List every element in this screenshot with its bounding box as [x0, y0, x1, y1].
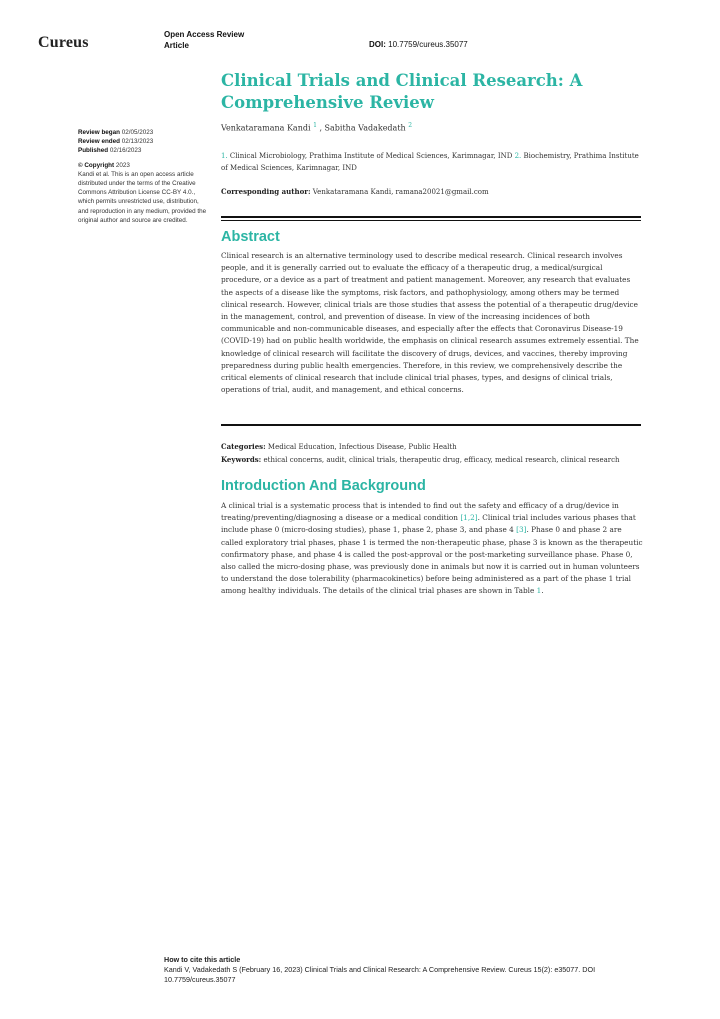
how-to-cite-text: Kandi V, Vadakedath S (February 16, 2023) Clinical Trials and Clinical Research: A Comprehensive Review. Cureus 15(2): e35077. DOI 10.7759/cureus.35077 [164, 965, 596, 985]
copyright-year: 2023 [115, 161, 130, 169]
citation-link-1-2[interactable]: [1,2] [460, 513, 478, 523]
published-label: Published [78, 147, 109, 155]
review-began [78, 128, 208, 137]
how-to-cite [164, 955, 654, 986]
intro-text-part-2: . Clinical trial includes various phases that include phase 0 (micro-dosing studies), phase 1, phase 2, phase 3, and phase 4 [221, 513, 636, 535]
review-ended-date: 02/13/2023 [121, 138, 154, 146]
review-ended [78, 137, 208, 146]
introduction-text [221, 500, 643, 598]
categories [221, 441, 641, 454]
affiliation-1-number: 1. [221, 152, 228, 160]
doi-label: DOI: [369, 40, 386, 49]
keywords-list: ethical concerns, audit, clinical trials, therapeutic drug, efficacy, medical research, clinical research [263, 455, 620, 464]
citation-link-3[interactable]: [3] [516, 525, 527, 535]
copyright-label: © Copyright [78, 161, 115, 169]
categories-label: Categories: [221, 442, 266, 451]
abstract-heading: Abstract [221, 229, 280, 245]
published-date: 02/16/2023 [109, 147, 142, 155]
cureus-logo[interactable]: Cureus [38, 34, 89, 51]
affiliation-2-number: 2. [514, 152, 522, 160]
affiliation-1: Clinical Microbiology, Prathima Institute of Medical Sciences, Karimnagar, IND [229, 152, 513, 160]
article-type-line2: Article [164, 40, 189, 50]
intro-text-part-3: . Phase 0 and phase 2 are called exploratory trial phases, phase 1 is termed the non-therapeutic phase, phase 3 is known as the therapeutic confirmatory phase, and phase 4 is called the post-approval or the post-marketing surveillance phase. Phase 0, also called the micro-dosing phase, was previously done in animals but now it is carried out in human volunteers to understand the dose tolerability (pharmacokinetics) before being administered as a part of the phase 1 trial among healthy individuals. The details of the clinical trial phases are shown in Table [221, 525, 643, 596]
abstract-text: Clinical research is an alternative terminology used to describe medical research. Clinical research involves people, and it is generally carried out to evaluate the efficacy of a therapeutic drug, a medical/surgical procedure, or a device as a part of treatment and patient management. Moreover, any research that evaluates the aspects of a disease like the symptoms, risk factors, and pathophysiology, among others may be termed clinical research. However, clinical trials are those studies that assess the potential of a therapeutic drug/device in the management, control, and prevention of disease. In view of the increasing incidences of both communicable and non-communicable diseases, and especially after the effects that Coronavirus Disease-19 (COVID-19) had on public health worldwide, the emphasis on clinical research assumes extremely essential. The knowledge of clinical research will facilitate the discovery of drugs, devices, and vaccines, thereby improving preparedness during public health emergencies. Therefore, in this review, we comprehensively describe the critical elements of clinical research that include clinical trial phases, types, and designs of clinical trials, operations of trial, audit, and management, and ethical concerns. [221, 251, 639, 395]
article-meta [221, 441, 641, 466]
abstract-bottom-rule [221, 424, 641, 426]
publication-sidebar [78, 128, 208, 225]
abstract-top-rule [221, 216, 641, 221]
intro-text-part-4: . [541, 586, 544, 596]
author-2-affiliation[interactable]: 2 [408, 122, 413, 129]
published [78, 146, 208, 155]
intro-text-part-1: A clinical trial is a systematic process that is intended to find out the safety and efficacy of a drug/device in treating/preventing/diagnosing a disease or a medical condition [221, 501, 619, 523]
article-type-line1: Open Access Review [164, 30, 245, 39]
article-title: Clinical Trials and Clinical Research: A Comprehensive Review [221, 71, 583, 112]
article-type [164, 30, 244, 51]
author-1[interactable]: Venkataramana Kandi [221, 123, 311, 133]
doi [369, 40, 468, 49]
corresponding-author [221, 187, 489, 196]
affiliation-2: Biochemistry, Prathima Institute of Medical Sciences, Karimnagar, IND [221, 152, 639, 172]
doi-link[interactable]: 10.7759/cureus.35077 [388, 40, 468, 49]
review-began-date: 02/05/2023 [121, 129, 154, 136]
author-1-affiliation[interactable]: 1 [313, 122, 317, 129]
keywords [221, 454, 641, 467]
table-1-link[interactable]: 1 [536, 586, 542, 596]
copyright [78, 161, 208, 170]
license-text: Kandi et al. This is an open access article distributed under the terms of the Creative Commons Attribution License CC-BY 4.0., which permits unrestricted use, distribution, and reproduction in any medium, provided the original author and source are credited. [78, 170, 207, 224]
categories-list: Medical Education, Infectious Disease, Public Health [267, 443, 457, 451]
corresponding-author-details[interactable]: Venkataramana Kandi, ramana20021@gmail.com [312, 188, 489, 196]
corresponding-author-label: Corresponding author: [221, 187, 311, 196]
how-to-cite-heading: How to cite this article [164, 955, 241, 964]
keywords-label: Keywords: [221, 454, 262, 464]
author-2[interactable]: , Sabitha Vadakedath [319, 123, 406, 133]
authors [221, 122, 412, 133]
review-ended-label: Review ended [78, 138, 120, 146]
introduction-heading: Introduction And Background [221, 478, 426, 494]
review-began-label: Review began [78, 129, 120, 136]
affiliations [221, 150, 643, 174]
